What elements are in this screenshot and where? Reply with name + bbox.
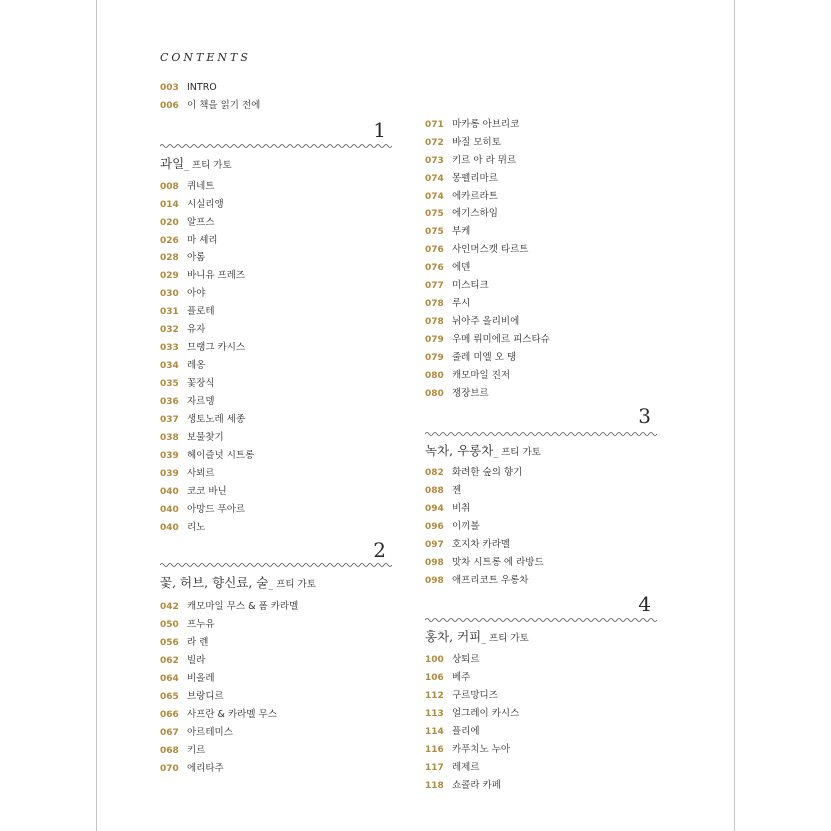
page-number: 029 (160, 271, 179, 281)
chapter-subtitle: _ 프티 가토 (268, 579, 316, 590)
entry-title: 알프스 (187, 217, 215, 228)
page-number: 117 (425, 763, 444, 773)
toc-entry (425, 689, 498, 703)
page-number: 039 (160, 469, 179, 479)
toc-entry (425, 243, 528, 257)
chapter-title (425, 443, 541, 461)
toc-entry (160, 341, 245, 355)
entry-title: 이끼볼 (452, 521, 480, 532)
toc-entry (160, 485, 227, 499)
page-number: 035 (160, 379, 179, 389)
entry-title: 루시 (452, 298, 471, 309)
page-number: 079 (425, 353, 444, 363)
page-number: 078 (425, 317, 444, 327)
entry-title: 캐모마일 진저 (452, 370, 511, 381)
toc-entry (160, 431, 224, 445)
page-number: 078 (425, 299, 444, 309)
entry-title: 퀴네트 (187, 181, 215, 192)
page-number: 020 (160, 218, 179, 228)
entry-title: 바니유 프레즈 (187, 270, 246, 281)
toc-entry (425, 761, 480, 775)
toc-entry (160, 251, 205, 265)
page-number: 050 (160, 620, 179, 630)
entry-title: 레옹 (187, 360, 206, 371)
toc-entry (160, 269, 245, 283)
toc-entry (160, 216, 215, 230)
entry-title: 애프리코트 우롱차 (452, 575, 529, 586)
entry-title: 프누유 (187, 619, 215, 630)
entry-title: 생토노레 세종 (187, 414, 246, 425)
entry-title: 아롬 (187, 252, 206, 263)
chapter-subtitle: _ 프티 가토 (481, 633, 529, 644)
chapter-subtitle: _ 프티 가토 (184, 160, 232, 171)
chapter-title (160, 575, 316, 593)
toc-entry (425, 118, 519, 132)
page-number: 068 (160, 746, 179, 756)
toc-entry (160, 413, 245, 427)
page-number: 026 (160, 236, 179, 246)
page-number: 106 (425, 673, 444, 683)
page-number: 077 (425, 281, 444, 291)
page-number: 033 (160, 343, 179, 353)
toc-entry (425, 520, 480, 534)
chapter-subtitle: _ 프티 가토 (493, 447, 541, 458)
toc-entry (425, 207, 498, 221)
page-number: 040 (160, 523, 179, 533)
entry-title: 코코 바닌 (187, 486, 227, 497)
toc-entry (160, 198, 224, 212)
toc-entry (160, 377, 215, 391)
toc-entry (160, 305, 215, 319)
entry-title: 마 셰리 (187, 235, 218, 246)
toc-entry (425, 556, 544, 570)
toc-entry (425, 351, 516, 365)
entry-title: 베주 (452, 672, 471, 683)
entry-title: 캐모마일 무스 & 폼 카라멜 (187, 601, 299, 612)
entry-title: 카푸치노 누아 (452, 744, 511, 755)
toc-entry (425, 190, 498, 204)
page-number: 006 (160, 101, 179, 111)
page-number: 062 (160, 656, 179, 666)
entry-title: 에카르라트 (452, 191, 498, 202)
page-number: 038 (160, 433, 179, 443)
entry-title: 바질 모히토 (452, 137, 501, 148)
entry-title: 줄레 미엘 오 탱 (452, 352, 517, 363)
toc-entry (160, 654, 205, 668)
page-number: 073 (425, 156, 444, 166)
toc-entry (160, 395, 215, 409)
toc-entry (425, 538, 510, 552)
page-number: 031 (160, 307, 179, 317)
page-number: 116 (425, 745, 444, 755)
entry-title: 아망드 푸아르 (187, 504, 246, 515)
entry-title: 므랭그 카시스 (187, 342, 246, 353)
page-number: 113 (425, 709, 444, 719)
entry-title: 사뵈르 (187, 468, 215, 479)
page-number: 097 (425, 540, 444, 550)
toc-entry (160, 99, 260, 113)
entry-title: 브랑디르 (187, 691, 224, 702)
entry-title: 비올레 (187, 673, 215, 684)
entry-title: 시실리앵 (187, 199, 224, 210)
entry-title: 구르망디즈 (452, 690, 498, 701)
page-number: 098 (425, 558, 444, 568)
entry-title: 자르뎅 (187, 396, 215, 407)
entry-title: INTRO (187, 82, 217, 93)
chapter-title-text: 홍차, 커피 (425, 629, 482, 644)
entry-title: 에기스하임 (452, 208, 498, 219)
entry-title: 뉘아주 올리비에 (452, 316, 520, 327)
page-number: 003 (160, 83, 179, 93)
entry-title: 쟁장브르 (452, 388, 489, 399)
wavy-rule (160, 561, 392, 569)
page-number: 008 (160, 182, 179, 192)
toc-entry (425, 653, 480, 667)
page-number: 076 (425, 245, 444, 255)
entry-title: 미스티크 (452, 280, 489, 291)
page-number: 114 (425, 727, 444, 737)
toc-entry (160, 467, 215, 481)
entry-title: 유자 (187, 324, 206, 335)
page-number: 056 (160, 638, 179, 648)
page-number: 034 (160, 361, 179, 371)
page-number: 075 (425, 227, 444, 237)
chapter-title-text: 꽃, 허브, 향신료, 술 (160, 575, 269, 590)
page-number: 096 (425, 522, 444, 532)
toc-entry (425, 387, 489, 401)
toc-entry (425, 574, 528, 588)
toc-entry (425, 333, 550, 347)
wavy-rule (160, 142, 392, 150)
entry-title: 플로테 (187, 306, 215, 317)
toc-entry (160, 618, 215, 632)
toc-entry (425, 154, 516, 168)
toc-entry (425, 725, 480, 739)
chapter-number: 1 (373, 118, 386, 142)
entry-title: 헤이즐넛 시트롱 (187, 450, 255, 461)
toc-entry (425, 707, 519, 721)
toc-entry (425, 369, 510, 383)
entry-title: 아르테미스 (187, 727, 233, 738)
chapter-number: 3 (638, 404, 651, 428)
chapter-number: 2 (373, 538, 386, 562)
entry-title: 꽃장식 (187, 378, 215, 389)
toc-entry (425, 136, 501, 150)
toc-entry (160, 234, 218, 248)
toc-entry (160, 726, 233, 740)
entry-title: 이 책을 읽기 전에 (187, 100, 261, 111)
page-number: 118 (425, 781, 444, 791)
wavy-rule (425, 430, 657, 438)
toc-entry (425, 279, 489, 293)
page-number: 036 (160, 397, 179, 407)
page-number: 079 (425, 335, 444, 345)
page-number: 071 (425, 120, 444, 130)
page-number: 094 (425, 504, 444, 514)
entry-title: 우메 뤼미에르 피스타슈 (452, 334, 550, 345)
toc-entry (160, 449, 254, 463)
page-number: 070 (160, 764, 179, 774)
chapter-title-text: 녹차, 우롱차 (425, 443, 494, 458)
toc-entry (425, 743, 510, 757)
toc-entry (160, 521, 205, 535)
toc-entry (425, 502, 470, 516)
entry-title: 에리타주 (187, 763, 224, 774)
page-number: 074 (425, 192, 444, 202)
toc-entry (160, 359, 205, 373)
entry-title: 아야 (187, 288, 206, 299)
toc-entry (425, 671, 470, 685)
entry-title: 화려한 숲의 향기 (452, 467, 523, 478)
page-number: 112 (425, 691, 444, 701)
page-number: 076 (425, 263, 444, 273)
toc-entry (160, 600, 298, 614)
entry-title: 상퇴르 (452, 654, 480, 665)
toc-entry (160, 180, 215, 194)
toc-entry (160, 762, 224, 776)
page-number: 039 (160, 451, 179, 461)
page-number: 066 (160, 710, 179, 720)
entry-title: 사인머스캣 타르트 (452, 244, 529, 255)
toc-entry (425, 466, 522, 480)
chapter-title (425, 629, 529, 647)
contents-heading: CONTENTS (160, 51, 251, 64)
toc-entry (425, 225, 470, 239)
page-number: 040 (160, 505, 179, 515)
page-number: 080 (425, 371, 444, 381)
entry-title: 얼그레이 카시스 (452, 708, 520, 719)
entry-title: 마카롱 아브리코 (452, 119, 520, 130)
page-number: 082 (425, 468, 444, 478)
page-number: 040 (160, 487, 179, 497)
entry-title: 플리에 (452, 726, 480, 737)
toc-entry (160, 636, 208, 650)
toc-entry (425, 297, 470, 311)
entry-title: 키르 (187, 745, 206, 756)
entry-title: 쇼콜라 카페 (452, 780, 501, 791)
page-number: 037 (160, 415, 179, 425)
toc-entry (160, 672, 215, 686)
entry-title: 젠 (452, 485, 462, 496)
page-number: 075 (425, 209, 444, 219)
page-number: 074 (425, 174, 444, 184)
toc-entry (160, 503, 245, 517)
page-number: 088 (425, 486, 444, 496)
toc-entry (425, 261, 470, 275)
entry-title: 에덴 (452, 262, 471, 273)
toc-entry (160, 323, 205, 337)
page-number: 065 (160, 692, 179, 702)
page-number: 080 (425, 389, 444, 399)
page-number: 098 (425, 576, 444, 586)
chapter-title (160, 156, 232, 174)
toc-entry (160, 708, 277, 722)
entry-title: 보물찾기 (187, 432, 224, 443)
toc-entry (425, 779, 501, 793)
page-number: 030 (160, 289, 179, 299)
toc-entry (425, 172, 498, 186)
page-number: 028 (160, 253, 179, 263)
entry-title: 레제르 (452, 762, 480, 773)
entry-title: 몽펠리마르 (452, 173, 498, 184)
page-number: 042 (160, 602, 179, 612)
entry-title: 호지차 카라멜 (452, 539, 511, 550)
entry-title: 사프란 & 카라멜 무스 (187, 709, 277, 720)
page-number: 064 (160, 674, 179, 684)
page-number: 014 (160, 200, 179, 210)
toc-entry (425, 484, 461, 498)
entry-title: 빌라 (187, 655, 206, 666)
toc-entry (160, 81, 217, 95)
entry-title: 리노 (187, 522, 206, 533)
page-number: 072 (425, 138, 444, 148)
page-number: 067 (160, 728, 179, 738)
page-number: 100 (425, 655, 444, 665)
chapter-title-text: 과일 (160, 156, 185, 171)
entry-title: 라 렌 (187, 637, 209, 648)
page-number: 032 (160, 325, 179, 335)
entry-title: 키르 아 라 뮈르 (452, 155, 517, 166)
chapter-number: 4 (638, 592, 651, 616)
entry-title: 부케 (452, 226, 471, 237)
entry-title: 맛차 시트롱 에 라방드 (452, 557, 544, 568)
toc-entry (160, 744, 205, 758)
toc-entry (425, 315, 519, 329)
toc-entry (160, 690, 224, 704)
wavy-rule (425, 616, 657, 624)
entry-title: 비취 (452, 503, 471, 514)
toc-entry (160, 287, 205, 301)
